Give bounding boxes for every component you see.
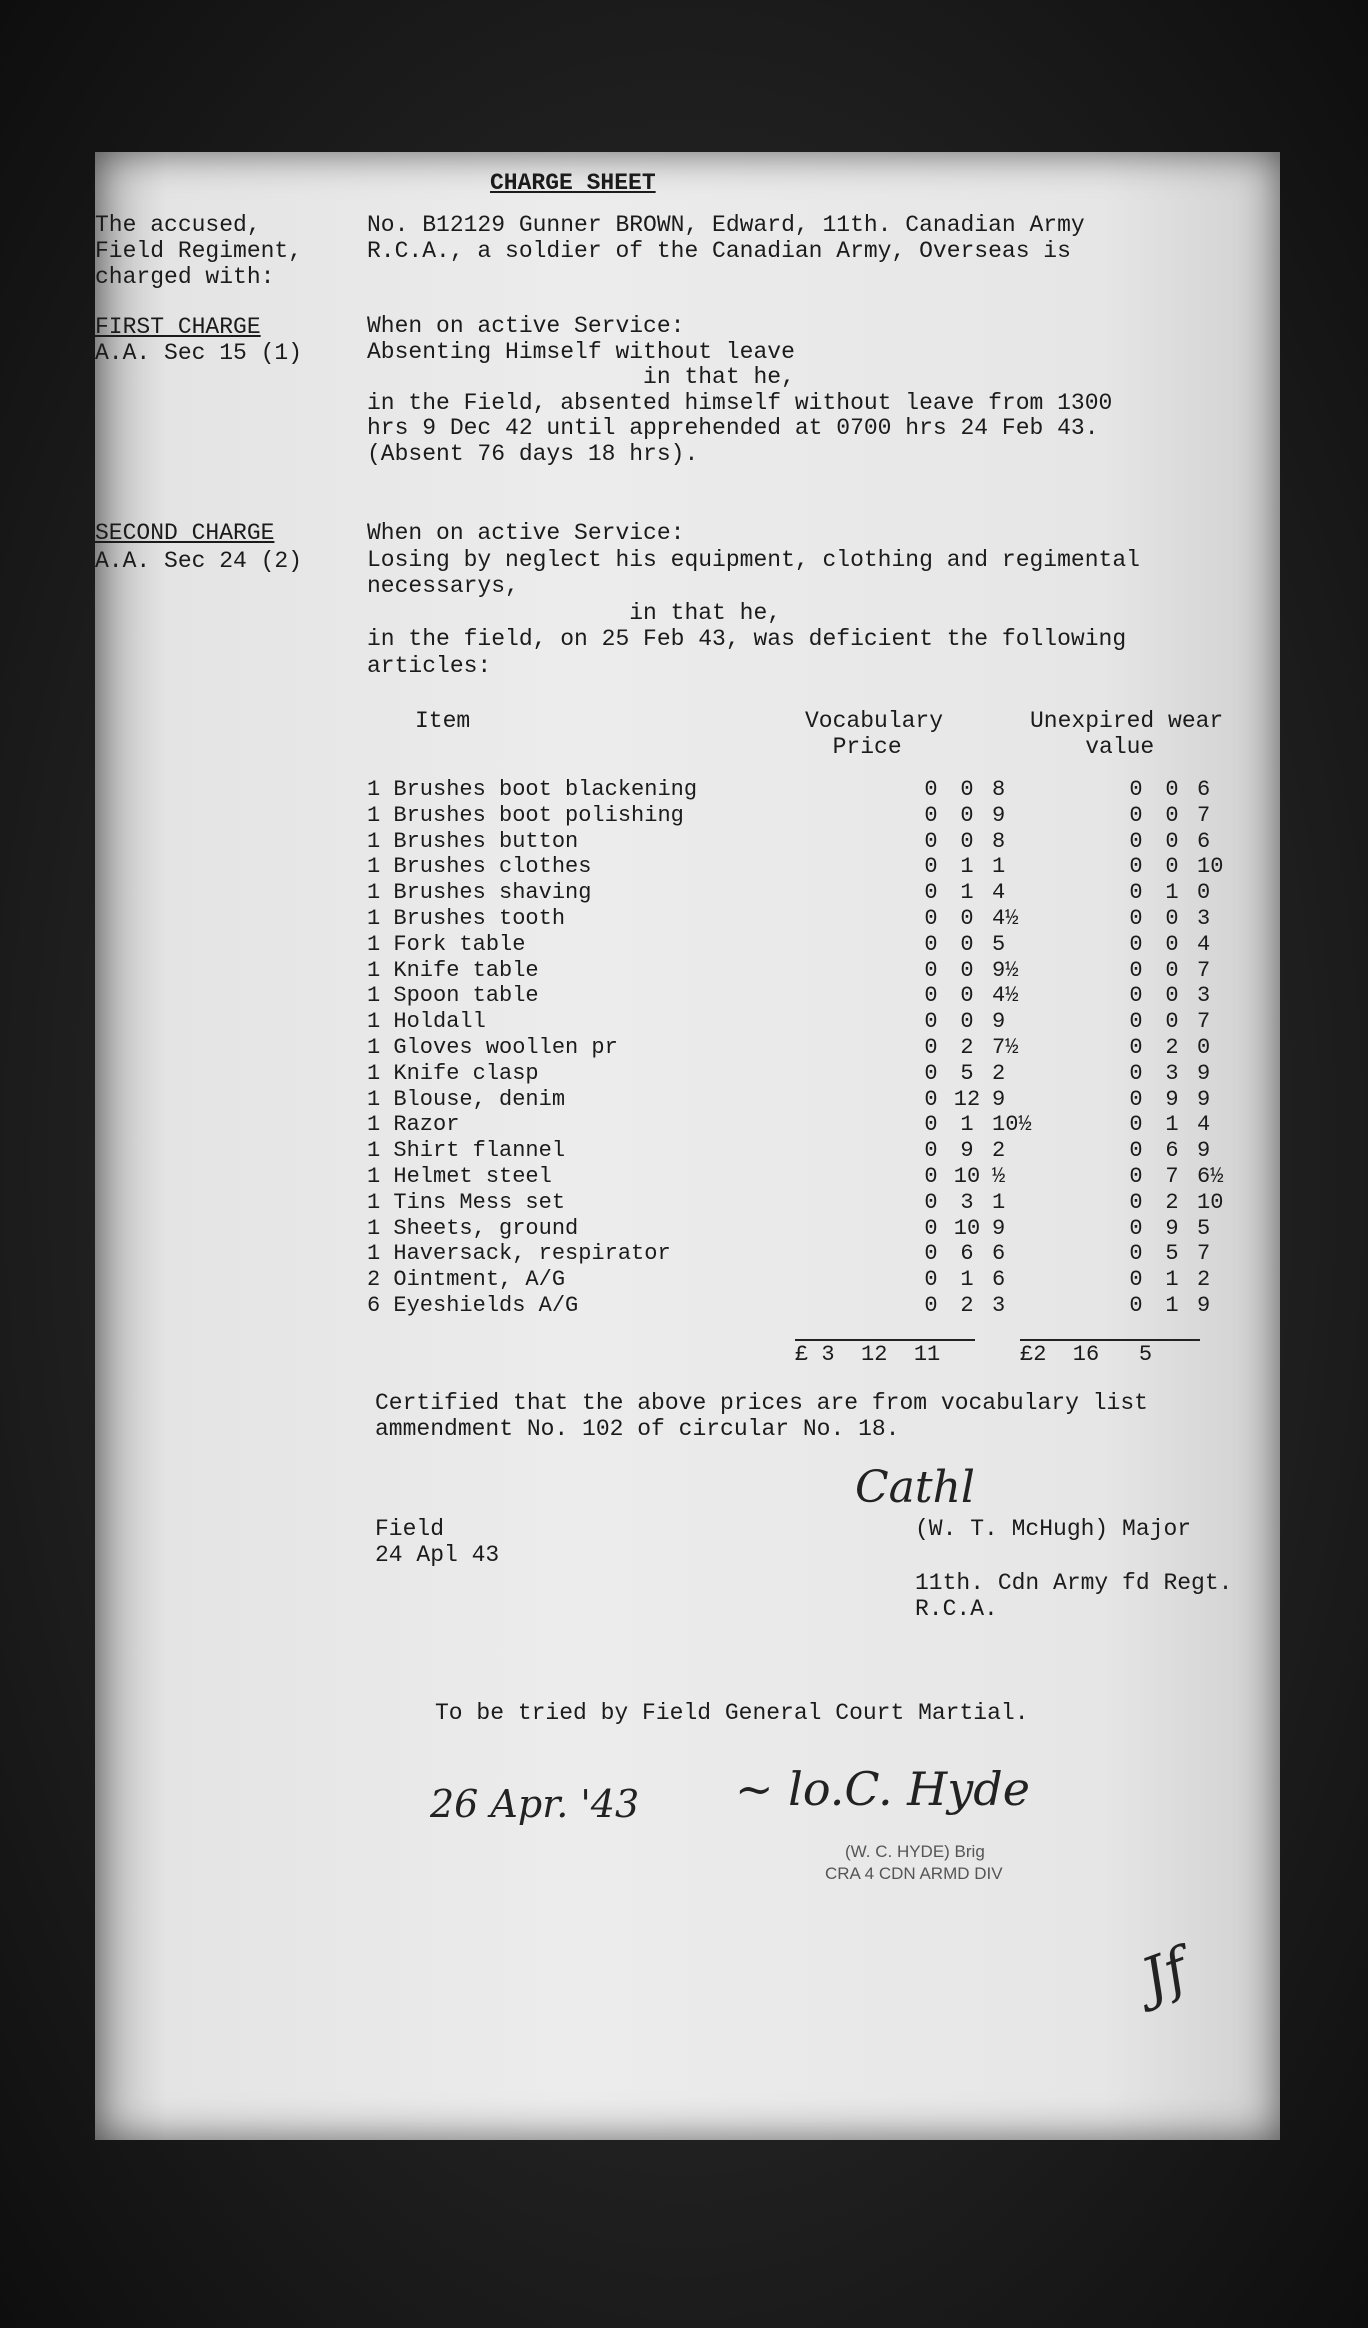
price-pence: 9½ bbox=[992, 957, 1019, 983]
price-pence: 1 bbox=[992, 854, 1006, 880]
price-pounds: 0 bbox=[924, 777, 938, 802]
wear-shillings: 0 bbox=[1165, 957, 1179, 983]
wear-pence: 2 bbox=[1197, 1267, 1211, 1293]
price-pence: 3 bbox=[992, 1292, 1006, 1318]
intro-label: The accused, Field Regiment, charged with: bbox=[95, 212, 303, 290]
price-pence: 9 bbox=[992, 1086, 1006, 1112]
price-pence: 1 bbox=[992, 1189, 1006, 1215]
price-pounds: 0 bbox=[924, 828, 938, 854]
price-shillings: 0 bbox=[960, 777, 974, 802]
first-charge-section: A.A. Sec 15 (1) bbox=[95, 340, 303, 366]
price-shillings: 0 bbox=[960, 983, 974, 1009]
table-row bbox=[367, 1009, 1267, 1035]
wear-shillings: 3 bbox=[1165, 1060, 1179, 1086]
wear-shillings: 0 bbox=[1165, 983, 1179, 1009]
price-pence: 4½ bbox=[992, 905, 1019, 931]
price-pounds: 0 bbox=[924, 1267, 938, 1293]
wear-pence: 0 bbox=[1197, 1034, 1211, 1060]
price-shillings: 10 bbox=[953, 1215, 981, 1241]
price-shillings: 9 bbox=[960, 1138, 974, 1164]
column-header-wear: Unexpired wear value bbox=[1030, 708, 1224, 760]
item-name: 1 Spoon table bbox=[367, 983, 539, 1009]
wear-total: £2 16 5 bbox=[1020, 1342, 1153, 1367]
wear-pounds: 0 bbox=[1129, 1292, 1143, 1318]
accused-details: No. B12129 Gunner BROWN, Edward, 11th. Canadian Army R.C.A., a soldier of the Canadian Army, Overseas is bbox=[367, 212, 1085, 264]
officer-unit: 11th. Cdn Army fd Regt. R.C.A. bbox=[915, 1570, 1233, 1622]
wear-shillings: 2 bbox=[1165, 1189, 1179, 1215]
price-shillings: 12 bbox=[953, 1086, 981, 1112]
price-pounds: 0 bbox=[924, 957, 938, 983]
wear-pounds: 0 bbox=[1129, 983, 1143, 1009]
table-row bbox=[367, 1164, 1267, 1190]
first-charge-text: When on active Service: Absenting Himself without leave in that he, in the Field, absented himself without leave from 1300 hrs 9 Dec 42 until apprehended at 0700 hrs 24 Feb 43. (Absent 76 days 18 hrs). bbox=[367, 313, 1113, 467]
price-pounds: 0 bbox=[924, 1138, 938, 1164]
price-pounds: 0 bbox=[924, 1112, 938, 1138]
price-shillings: 0 bbox=[960, 905, 974, 931]
table-row bbox=[367, 1087, 1267, 1113]
item-name: 6 Eyeshields A/G bbox=[367, 1292, 579, 1318]
charge-sheet-page bbox=[95, 152, 1280, 2140]
table-row bbox=[367, 1293, 1267, 1319]
wear-shillings: 5 bbox=[1165, 1241, 1179, 1267]
wear-pence: 7 bbox=[1197, 802, 1211, 828]
price-shillings: 0 bbox=[960, 802, 974, 828]
item-name: 1 Helmet steel bbox=[367, 1163, 552, 1189]
wear-pounds: 0 bbox=[1129, 802, 1143, 828]
item-name: 1 Holdall bbox=[367, 1009, 486, 1035]
price-pounds: 0 bbox=[924, 1241, 938, 1267]
table-row bbox=[367, 777, 1267, 803]
articles-table bbox=[367, 777, 1267, 1319]
date: 24 Apl 43 bbox=[375, 1542, 500, 1568]
price-pounds: 0 bbox=[924, 1292, 938, 1318]
second-charge-label: SECOND CHARGE bbox=[95, 520, 275, 546]
wear-pence: 5 bbox=[1197, 1215, 1211, 1241]
wear-pence: 9 bbox=[1197, 1060, 1211, 1086]
wear-pence: 9 bbox=[1197, 1086, 1211, 1112]
item-name: 1 Shirt flannel bbox=[367, 1138, 566, 1164]
wear-pounds: 0 bbox=[1129, 1060, 1143, 1086]
price-shillings: 1 bbox=[960, 1112, 974, 1138]
item-name: 1 Knife clasp bbox=[367, 1060, 539, 1086]
wear-pence: 9 bbox=[1197, 1292, 1211, 1318]
wear-pounds: 0 bbox=[1129, 854, 1143, 880]
wear-pounds: 0 bbox=[1129, 880, 1143, 906]
price-pence: 10½ bbox=[992, 1112, 1032, 1138]
wear-pounds: 0 bbox=[1129, 1138, 1143, 1164]
price-pence: ½ bbox=[992, 1163, 1006, 1189]
price-pence: 9 bbox=[992, 802, 1006, 828]
price-total: £ 3 12 11 bbox=[795, 1342, 941, 1367]
second-charge-text: When on active Service: Losing by neglect his equipment, clothing and regimental necessarys, in that he, in the field, on 25 Feb 43, was deficient the following articles: bbox=[367, 520, 1140, 679]
place: Field bbox=[375, 1516, 445, 1542]
item-name: 1 Razor bbox=[367, 1112, 460, 1138]
table-row bbox=[367, 958, 1267, 984]
table-row bbox=[367, 880, 1267, 906]
price-shillings: 2 bbox=[960, 1034, 974, 1060]
table-row bbox=[367, 983, 1267, 1009]
item-name: 1 Tins Mess set bbox=[367, 1189, 566, 1215]
item-name: 1 Brushes boot polishing bbox=[367, 802, 684, 828]
price-pence: 4½ bbox=[992, 983, 1019, 1009]
price-shillings: 1 bbox=[960, 1267, 974, 1293]
price-pence: 6 bbox=[992, 1267, 1006, 1293]
table-row bbox=[367, 854, 1267, 880]
wear-pounds: 0 bbox=[1129, 1009, 1143, 1035]
stamp-name: (W. C. HYDE) Brig bbox=[845, 1842, 985, 1861]
table-row bbox=[367, 1190, 1267, 1216]
wear-pounds: 0 bbox=[1129, 1112, 1143, 1138]
table-row bbox=[367, 803, 1267, 829]
price-shillings: 5 bbox=[960, 1060, 974, 1086]
price-pounds: 0 bbox=[924, 880, 938, 906]
price-shillings: 1 bbox=[960, 880, 974, 906]
price-shillings: 0 bbox=[960, 957, 974, 983]
item-name: 2 Ointment, A/G bbox=[367, 1267, 566, 1293]
price-pence: 6 bbox=[992, 1241, 1006, 1267]
price-pounds: 0 bbox=[924, 905, 938, 931]
column-header-price: Vocabulary Price bbox=[805, 708, 944, 760]
wear-pence: 10 bbox=[1197, 854, 1224, 880]
first-charge-label: FIRST CHARGE bbox=[95, 314, 261, 340]
price-pence: 5 bbox=[992, 931, 1006, 957]
price-pounds: 0 bbox=[924, 1189, 938, 1215]
wear-shillings: 0 bbox=[1165, 905, 1179, 931]
wear-pence: 10 bbox=[1197, 1189, 1224, 1215]
wear-shillings: 9 bbox=[1165, 1215, 1179, 1241]
wear-pounds: 0 bbox=[1129, 1189, 1143, 1215]
item-name: 1 Gloves woollen pr bbox=[367, 1034, 618, 1060]
wear-shillings: 0 bbox=[1165, 1009, 1179, 1035]
wear-pence: 3 bbox=[1197, 983, 1211, 1009]
price-shillings: 2 bbox=[960, 1292, 974, 1318]
wear-pence: 6 bbox=[1197, 828, 1211, 854]
table-row bbox=[367, 906, 1267, 932]
price-pounds: 0 bbox=[924, 983, 938, 1009]
price-pence: 2 bbox=[992, 1060, 1006, 1086]
wear-pounds: 0 bbox=[1129, 1086, 1143, 1112]
wear-pounds: 0 bbox=[1129, 1163, 1143, 1189]
price-pounds: 0 bbox=[924, 854, 938, 880]
wear-pounds: 0 bbox=[1129, 777, 1143, 802]
item-name: 1 Fork table bbox=[367, 931, 526, 957]
hyde-signature: ~ lo.C. Hyde bbox=[735, 1762, 1030, 1816]
price-pence: 9 bbox=[992, 1215, 1006, 1241]
handwritten-date: 26 Apr. '43 bbox=[430, 1782, 640, 1826]
price-pence: 7½ bbox=[992, 1034, 1019, 1060]
second-charge-section: A.A. Sec 24 (2) bbox=[95, 548, 303, 574]
wear-pence: 3 bbox=[1197, 905, 1211, 931]
price-pence: 8 bbox=[992, 828, 1006, 854]
item-name: 1 Brushes clothes bbox=[367, 854, 592, 880]
table-row bbox=[367, 1035, 1267, 1061]
wear-pounds: 0 bbox=[1129, 1034, 1143, 1060]
wear-shillings: 0 bbox=[1165, 802, 1179, 828]
price-pounds: 0 bbox=[924, 1086, 938, 1112]
wear-pence: 7 bbox=[1197, 1241, 1211, 1267]
item-name: 1 Sheets, ground bbox=[367, 1215, 579, 1241]
wear-pounds: 0 bbox=[1129, 957, 1143, 983]
table-row bbox=[367, 932, 1267, 958]
wear-shillings: 1 bbox=[1165, 1112, 1179, 1138]
document-title: CHARGE SHEET bbox=[490, 170, 656, 196]
table-row bbox=[367, 1216, 1267, 1242]
price-shillings: 0 bbox=[960, 931, 974, 957]
wear-pounds: 0 bbox=[1129, 828, 1143, 854]
table-row bbox=[367, 1112, 1267, 1138]
price-pence: 8 bbox=[992, 777, 1006, 802]
wear-shillings: 0 bbox=[1165, 828, 1179, 854]
price-shillings: 10 bbox=[953, 1163, 981, 1189]
wear-shillings: 7 bbox=[1165, 1163, 1179, 1189]
price-pence: 9 bbox=[992, 1009, 1006, 1035]
price-pounds: 0 bbox=[924, 931, 938, 957]
price-shillings: 0 bbox=[960, 1009, 974, 1035]
price-pounds: 0 bbox=[924, 1215, 938, 1241]
price-pence: 4 bbox=[992, 880, 1006, 906]
certification-text: Certified that the above prices are from vocabulary list ammendment No. 102 of circular No. 18. bbox=[375, 1390, 1148, 1442]
item-name: 1 Brushes boot blackening bbox=[367, 777, 698, 802]
wear-total-rule bbox=[1020, 1339, 1200, 1341]
price-pence: 2 bbox=[992, 1138, 1006, 1164]
price-pounds: 0 bbox=[924, 802, 938, 828]
trial-note: To be tried by Field General Court Martial. bbox=[435, 1700, 1029, 1726]
wear-shillings: 9 bbox=[1165, 1086, 1179, 1112]
price-shillings: 3 bbox=[960, 1189, 974, 1215]
wear-pounds: 0 bbox=[1129, 931, 1143, 957]
wear-shillings: 0 bbox=[1165, 854, 1179, 880]
wear-shillings: 1 bbox=[1165, 1292, 1179, 1318]
mchugh-signature: Cathl bbox=[855, 1462, 975, 1513]
wear-pence: 7 bbox=[1197, 957, 1211, 983]
officer-name: (W. T. McHugh) Major bbox=[915, 1516, 1192, 1542]
price-pounds: 0 bbox=[924, 1009, 938, 1035]
wear-pence: 4 bbox=[1197, 1112, 1211, 1138]
wear-shillings: 0 bbox=[1165, 931, 1179, 957]
wear-pence: 6½ bbox=[1197, 1163, 1224, 1189]
wear-pence: 4 bbox=[1197, 931, 1211, 957]
initials-mark: Jf bbox=[1133, 1936, 1197, 2013]
wear-shillings: 0 bbox=[1165, 777, 1179, 802]
table-row bbox=[367, 1241, 1267, 1267]
item-name: 1 Knife table bbox=[367, 957, 539, 983]
wear-shillings: 1 bbox=[1165, 1267, 1179, 1293]
price-pounds: 0 bbox=[924, 1163, 938, 1189]
wear-pence: 6 bbox=[1197, 777, 1211, 802]
price-shillings: 6 bbox=[960, 1241, 974, 1267]
table-row bbox=[367, 1061, 1267, 1087]
wear-pence: 7 bbox=[1197, 1009, 1211, 1035]
column-header-item: Item bbox=[415, 708, 471, 734]
wear-shillings: 2 bbox=[1165, 1034, 1179, 1060]
price-pounds: 0 bbox=[924, 1034, 938, 1060]
stamp-unit: CRA 4 CDN ARMD DIV bbox=[825, 1864, 1003, 1883]
price-total-rule bbox=[795, 1339, 975, 1341]
wear-pounds: 0 bbox=[1129, 1267, 1143, 1293]
item-name: 1 Haversack, respirator bbox=[367, 1241, 671, 1267]
wear-pounds: 0 bbox=[1129, 1241, 1143, 1267]
wear-shillings: 1 bbox=[1165, 880, 1179, 906]
item-name: 1 Brushes tooth bbox=[367, 905, 566, 931]
price-shillings: 0 bbox=[960, 828, 974, 854]
price-pounds: 0 bbox=[924, 1060, 938, 1086]
item-name: 1 Blouse, denim bbox=[367, 1086, 566, 1112]
wear-pounds: 0 bbox=[1129, 905, 1143, 931]
table-row bbox=[367, 1138, 1267, 1164]
price-shillings: 1 bbox=[960, 854, 974, 880]
item-name: 1 Brushes button bbox=[367, 828, 579, 854]
wear-pence: 0 bbox=[1197, 880, 1211, 906]
item-name: 1 Brushes shaving bbox=[367, 880, 592, 906]
wear-shillings: 6 bbox=[1165, 1138, 1179, 1164]
wear-pounds: 0 bbox=[1129, 1215, 1143, 1241]
table-row bbox=[367, 829, 1267, 855]
wear-pence: 9 bbox=[1197, 1138, 1211, 1164]
table-row bbox=[367, 1267, 1267, 1293]
